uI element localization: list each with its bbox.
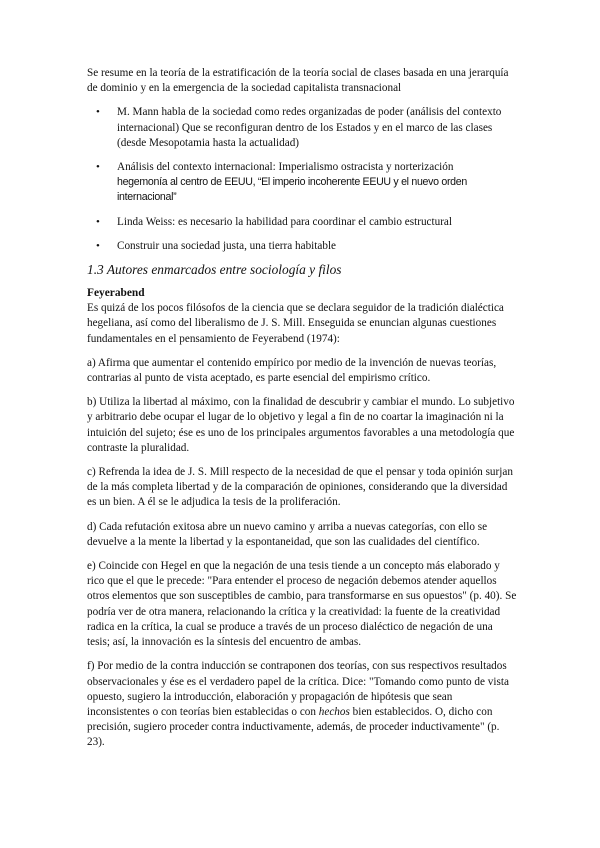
paragraph-e: e) Coincide con Hegel en que la negación de una tesis tiende a un concepto más elaborado y rico que el que le precede: "Para entender el proceso de negación debemos atender aquellos otros elementos que son susceptibles de cambio, para transformarse en sus opuestos" (p. 40). Se podría ver de otra manera, relacionando la crítica y la creatividad: la fuente de la creatividad radica en la crítica, la cual se produce a través de un proceso dialéctico de negación de una tesis; así, la innovación es la síntesis del encuentro de ambas. bbox=[87, 560, 517, 649]
author-heading: Feyerabend bbox=[87, 287, 145, 300]
paragraph-d: d) Cada refutación exitosa abre un nuevo camino y arriba a nuevas categorías, con ello se devuelve a la mente la libertad y la espontaneidad, que son las cualidades del científico. bbox=[87, 520, 488, 548]
document-page bbox=[87, 66, 517, 760]
paragraph-f-text-start: f) Por medio de la contra inducción se contraponen dos teorías, con sus respectivos resultados observacionales y ése es el verdadero papel de la crítica. Dice: "Tomando como punto de vista opuesto, sugiero la introducción, elaboración y propagación de hipótesis que sean inconsistentes o con teorías bien establecidas o con bbox=[87, 660, 509, 718]
intro-paragraph: Se resume en la teoría de la estratificación de la teoría social de clases basada en una jerarquía de dominio y en la emergencia de la sociedad capitalista transnacional bbox=[87, 67, 509, 95]
list-item bbox=[117, 215, 517, 230]
list-item-text: Linda Weiss: es necesario la habilidad para coordinar el cambio estructural bbox=[117, 215, 453, 228]
bullet-list bbox=[87, 105, 517, 254]
list-item-text: Construir una sociedad justa, una tierra habitable bbox=[117, 239, 337, 252]
list-item-text: Análisis del contexto internacional: Imperialismo ostracista y norterización bbox=[117, 161, 454, 174]
list-item bbox=[117, 239, 517, 254]
paragraph-f-emphasis: hechos bbox=[318, 705, 350, 718]
paragraph-a: a) Afirma que aumentar el contenido empírico por medio de la invención de nuevas teorías, contrarias al punto de vista aceptado, es parte esencial del empirismo crítico. bbox=[87, 356, 497, 385]
list-item-text: M. Mann habla de la sociedad como redes organizadas de poder (análisis del contexto internacional) Que se reconfiguran dentro de los Estados y en el marco de las clases (desde Mesopotamia hasta la actualidad) bbox=[117, 106, 502, 149]
list-item bbox=[117, 160, 517, 206]
paragraph-f bbox=[87, 659, 517, 750]
paragraph-f-text-end: bien establecidos. O, dicho con precisión, sugiero proceder contra inductivamente, además, de proceder inductivamente" (p. 23). bbox=[87, 705, 500, 749]
lead-paragraph: Es quizá de los pocos filósofos de la ciencia que se declara seguidor de la tradición dialéctica hegeliana, así como del liberalismo de J. S. Mill. Enseguida se enuncian algunas cuestiones fundamentales en el pensamiento de Feyerabend (1974): bbox=[87, 302, 504, 345]
paragraph-c: c) Refrenda la idea de J. S. Mill respecto de la necesidad de que el pensar y toda opinión surjan de la más completa libertad y de la comparación de opiniones, considerando que la diversidad es un bien. A él se le adjudica la tesis de la proliferación. bbox=[87, 466, 513, 509]
paragraph-b: b) Utiliza la libertad al máximo, con la finalidad de descubrir y cambiar el mundo. Lo subjetivo y arbitrario debe ocupar el lugar de lo objetivo y legal a fin de no coartar la imaginación ni la intuición del sujeto; ése es uno de los principales argumentos favorables a una metodología que contraste la pluralidad. bbox=[87, 396, 515, 454]
list-item bbox=[117, 105, 517, 151]
list-item-continuation: hegemonía al centro de EEUU, “El imperio incoherente EEUU y el nuevo orden internacional” bbox=[117, 176, 467, 204]
section-title: 1.3 Autores enmarcados entre sociología y filos bbox=[87, 262, 342, 278]
